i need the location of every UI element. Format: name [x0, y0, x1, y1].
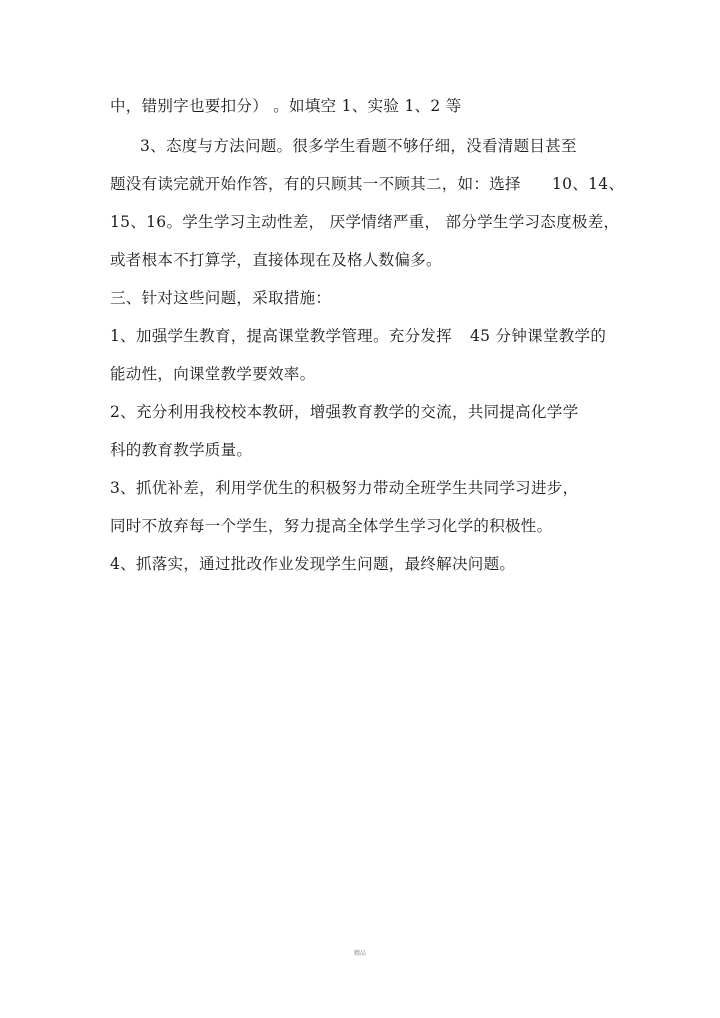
paragraph-line-5: 或者根本不打算学，直接体现在及格人数偏多。 — [110, 251, 442, 269]
section-heading: 三、针对这些问题，采取措施： — [110, 289, 332, 307]
paragraph-line-4: 15、16。学生学习主动性差， 厌学情绪严重， 部分学生学习态度极差， — [110, 213, 620, 231]
paragraph-line-3: 题没有读完就开始作答，有的只顾其一不顾其二，如：选择 — [110, 175, 521, 193]
measure-1-line-2: 能动性，向课堂教学要效率。 — [110, 365, 316, 383]
measure-1-line-1: 1、加强学生教育，提高课堂教学管理。充分发挥 — [110, 327, 452, 345]
measure-4-line-1: 4、抓落实，通过批改作业发现学生问题，最终解决问题。 — [110, 555, 516, 573]
page-footer: 精品 — [353, 950, 366, 957]
paragraph-line-2: 3、态度与方法问题。很多学生看题不够仔细，没看清题目甚至 — [140, 137, 577, 155]
measure-1-line-1-continuation: 45 分钟课堂教学的 — [470, 327, 607, 345]
paragraph-line-3-continuation: 10、14、 — [552, 175, 625, 193]
paragraph-line-1: 中，错别字也要扣分） 。如填空 1、实验 1、2 等 — [110, 97, 462, 115]
measure-3-line-1: 3、抓优补差，利用学优生的积极努力带动全班学生共同学习进步， — [110, 479, 579, 497]
measure-2-line-2: 科的教育教学质量。 — [110, 441, 253, 459]
measure-2-line-1: 2、充分利用我校校本教研，增强教育教学的交流，共同提高化学学 — [110, 403, 579, 421]
measure-3-line-2: 同时不放弃每一个学生，努力提高全体学生学习化学的积极性。 — [110, 517, 553, 535]
